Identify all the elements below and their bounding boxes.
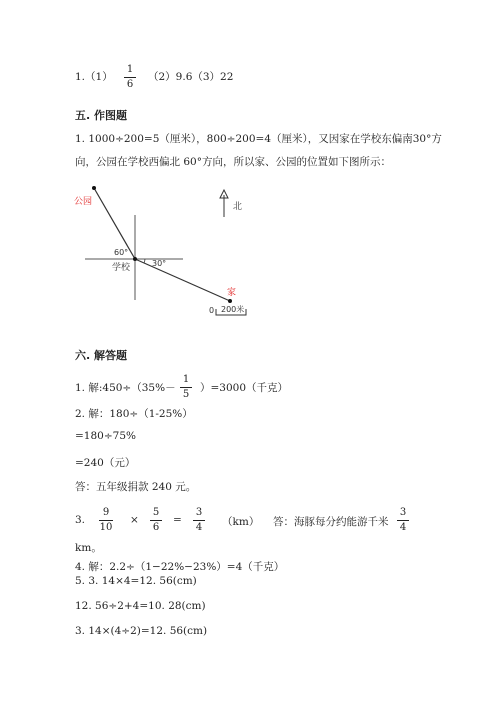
- a1-frac-den: 5: [182, 389, 190, 400]
- q1-label: 1.（1）: [75, 71, 113, 83]
- a3-f3-den: 4: [195, 522, 203, 533]
- a3-f1-num: 9: [102, 507, 110, 518]
- a3-fraction-3: [192, 507, 206, 534]
- a3-f1-den: 10: [99, 522, 113, 533]
- a5-line2: 12. 56÷2+4=10. 28(cm): [75, 600, 206, 612]
- a3-f2-num: 5: [152, 507, 160, 518]
- a3-times: ×: [130, 514, 139, 526]
- section6-title: 六. 解答题: [75, 349, 128, 362]
- map-diagram: [70, 185, 270, 320]
- park-point: [92, 186, 96, 190]
- a1-suffix: ）=3000（千克）: [200, 382, 289, 394]
- angle-60-label: 60°: [114, 248, 129, 257]
- a3-f4-den: 4: [399, 522, 407, 533]
- a3-unit: （km）: [222, 516, 260, 528]
- a5-line3: 3. 14×(4÷2)=12. 56(cm): [75, 625, 208, 637]
- a3-f3-num: 3: [195, 507, 203, 518]
- a5-line1: 5. 3. 14×4=12. 56(cm): [75, 575, 197, 587]
- a3-fraction-1: [98, 507, 114, 534]
- a3-label: 3.: [75, 514, 86, 526]
- a1-prefix: 1. 解:450÷（35%－: [75, 382, 176, 394]
- drawing-line1: 1. 1000÷200=5（厘米），800÷200=4（厘米），又因家在学校东偏南30°方: [75, 133, 442, 145]
- a1-frac-num: 1: [182, 374, 190, 385]
- a3-f4-num: 3: [399, 507, 407, 518]
- home-line: [135, 259, 230, 301]
- a3-fraction-4: [396, 507, 410, 534]
- angle-30-label: 30°: [152, 259, 167, 268]
- a2-line3: =240（元）: [75, 457, 136, 469]
- scale-zero-label: 0: [209, 306, 215, 315]
- q1-rest: （2）9.6（3）22: [148, 71, 234, 83]
- a4-line: 4. 解：2.2÷（1−22%−23%）=4（千克）: [75, 561, 285, 573]
- a2-line2: =180÷75%: [75, 430, 136, 442]
- home-point: [228, 299, 232, 303]
- a1-fraction: [179, 374, 193, 401]
- section5-title: 五. 作图题: [75, 109, 128, 122]
- a2-line4: 答：五年级捐款 240 元。: [75, 481, 197, 493]
- drawing-line2: 向，公园在学校西偏北 60°方向，所以家、公园的位置如下图所示：: [75, 156, 391, 168]
- q1-fraction: [123, 64, 137, 91]
- q1-frac-num: 1: [126, 64, 134, 75]
- a3-f2-den: 6: [152, 522, 160, 533]
- school-point: [133, 257, 137, 261]
- scale-length-label: 200米: [221, 305, 245, 314]
- a3-answer-text: 答：海豚每分约能游千米: [273, 516, 389, 528]
- park-label: 公园: [74, 197, 93, 207]
- angle-arc-30: [144, 259, 145, 263]
- school-label: 学校: [112, 263, 131, 273]
- a2-line1: 2. 解：180÷（1-25%）: [75, 408, 193, 420]
- north-label: 北: [233, 202, 243, 212]
- home-label: 家: [227, 288, 237, 298]
- q1-frac-den: 6: [126, 79, 134, 90]
- a3-km: km。: [75, 542, 102, 554]
- a3-equals: =: [173, 514, 182, 526]
- a3-fraction-2: [149, 507, 163, 534]
